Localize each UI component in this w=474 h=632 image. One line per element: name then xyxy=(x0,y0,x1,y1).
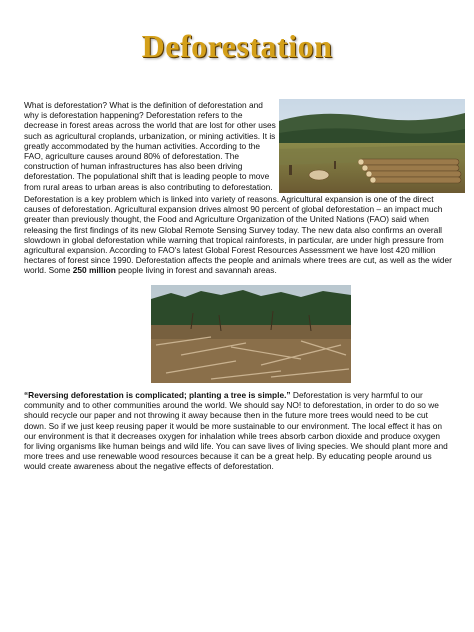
intro-paragraph: What is deforestation? What is the definition of deforestation and why is deforestation happening? Deforestation refers to the decrease in forest areas across the world that are lost for other uses such as agricultural croplands, urbanization, or mining activities. It is greatly accommodated by the human activities. According to the FAO, agriculture causes around 80% of deforestation. The construction of human infrastructures has also been driving deforestation. The populational shift that is leading people to move from rural areas to urban areas is also contributing to deforestation. xyxy=(24,100,276,192)
causes-paragraph: Deforestation is a key problem which is linked into variety of reasons. Agricultural expansion is one of the direct causes of deforestation. Agricultural expansion drives almost 90 percent of global deforestation – an impact much greater than previously thought, the Food and Agriculture Organization of the United Nations (FAO) said when releasing the first findings of its new Global Remote Sensing Survey today. The new data also confirms an overall slowdown in global deforestation while warning that tropical rainforests, in particular, are under high pressure from agricultural expansion. According to FAO's latest Global Forest Resources Assessment we have lost 420 million hectares of forest since 1990. Deforestation affects the people and animals where trees are cut, as well as the wider world. Some 250 million people living in forest and savannah areas. xyxy=(24,194,452,276)
call-to-action-paragraph: “Reversing deforestation is complicated; planting a tree is simple.” Deforestation is very harmful to our community and to other communities around the world. We should say NO! to deforestation, in order to do so we should recycle our paper and not throwing it away because then in the future more trees would need to be cut down. So if we just keep reusing paper it would be more sustainable to our environment. The local effect it has on our environment is that it decreases oxygen for inhalation while trees absorb carbon dioxide and produce oxygen for living organisms like human beings and wild life. You can save lives of living species. We should plant more and more trees and use renewable wood resources because it can be a great help. By educating people around us would create awareness about the negative effects of deforestation. xyxy=(24,390,448,472)
page-title: Deforestation xyxy=(141,28,333,64)
logged-forest-photo xyxy=(279,99,465,193)
cleared-forest-photo xyxy=(151,285,351,383)
